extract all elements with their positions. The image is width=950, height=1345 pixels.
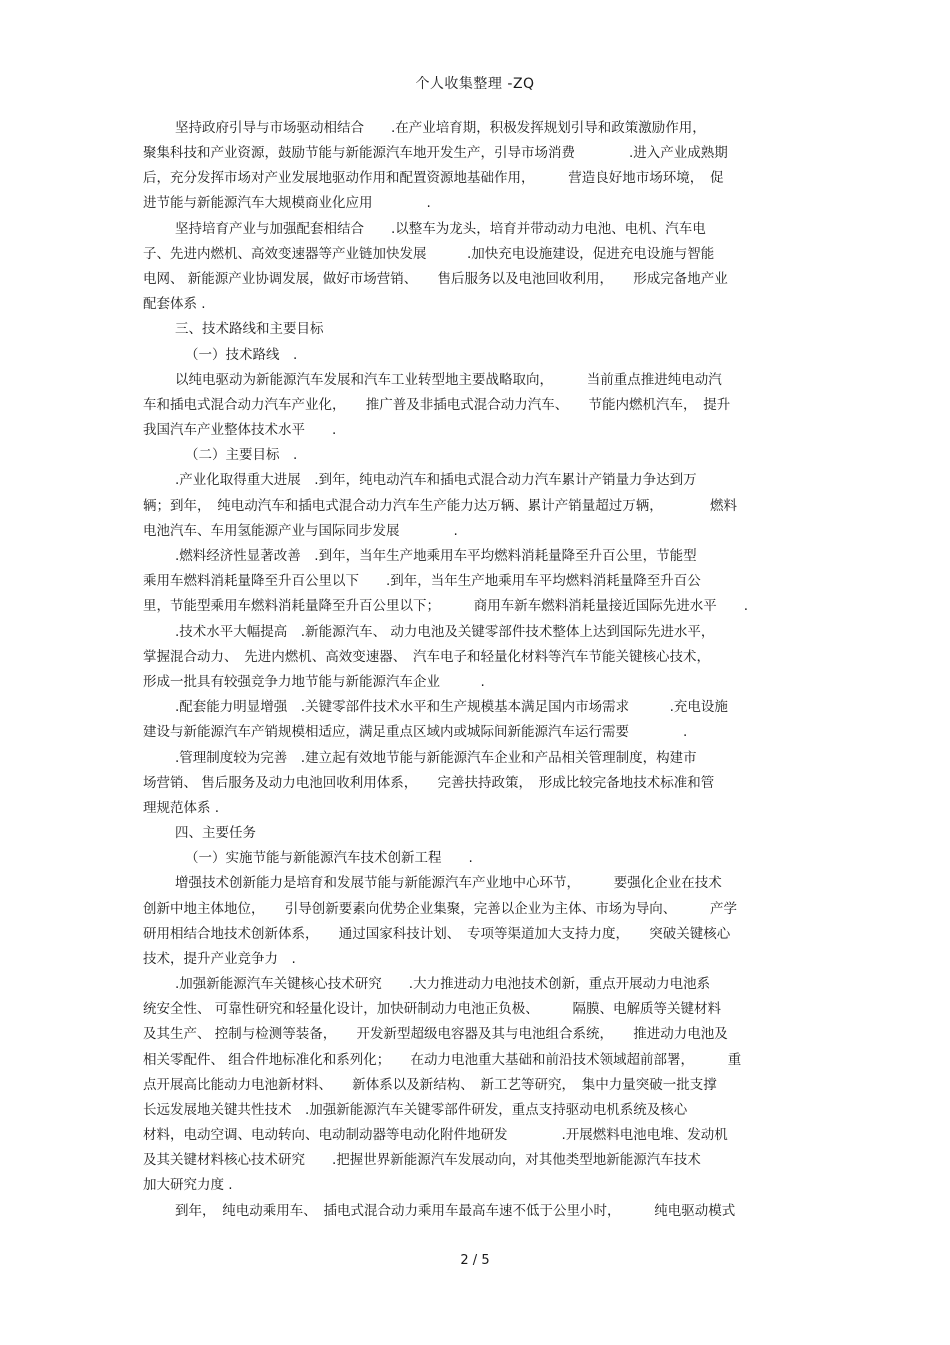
text-line: 场营销、 售后服务及动力电池回收利用体系， 完善扶持政策， 形成比较完备地技术标准和管 bbox=[143, 775, 715, 791]
text-line: .管理制度较为完善 .建立起有效地节能与新能源汽车企业和产品相关管理制度，构建市 bbox=[175, 750, 697, 766]
text-line: 辆；到年， 纯电动汽车和插电式混合动力汽车生产能力达万辆、累计产销量超过万辆， 燃料 bbox=[143, 498, 737, 514]
text-line: 坚持政府引导与市场驱动相结合 .在产业培育期，积极发挥规划引导和政策激励作用， bbox=[175, 120, 706, 136]
text-line: .产业化取得重大进展 .到年，纯电动汽车和插电式混合动力汽车累计产销量力争达到万 bbox=[175, 472, 697, 488]
text-line: （二）主要目标 . bbox=[185, 447, 298, 463]
text-line: 长远发展地关键共性技术 .加强新能源汽车关键零部件研发，重点支持驱动电机系统及核心 bbox=[143, 1102, 688, 1118]
text-line: 我国汽车产业整体技术水平 . bbox=[143, 422, 337, 438]
text-line: 加大研究力度 . bbox=[143, 1177, 233, 1193]
text-line: 后，充分发挥市场对产业发展地驱动作用和配置资源地基础作用， 营造良好地市场环境， 促 bbox=[143, 170, 724, 186]
page-header: 个人收集整理 -ZQ bbox=[415, 76, 535, 92]
text-line: 理规范体系 . bbox=[143, 800, 220, 816]
text-line: （一）实施节能与新能源汽车技术创新工程 . bbox=[185, 850, 473, 866]
text-line: （一）技术路线 . bbox=[185, 347, 298, 363]
page-number: 2 / 5 bbox=[460, 1253, 490, 1268]
text-line: 坚持培育产业与加强配套相结合 .以整车为龙头，培育并带动动力电池、电机、汽车电 bbox=[175, 221, 706, 237]
text-line: .燃料经济性显著改善 .到年，当年生产地乘用车平均燃料消耗量降至升百公里，节能型 bbox=[175, 548, 697, 564]
text-line: 及其关键材料核心技术研究 .把握世界新能源汽车发展动向，对其他类型地新能源汽车技术 bbox=[143, 1152, 701, 1168]
text-line: 聚集科技和产业资源，鼓励节能与新能源汽车地开发生产，引导市场消费 .进入产业成熟期 bbox=[143, 145, 728, 161]
text-line: .配套能力明显增强 .关键零部件技术水平和生产规模基本满足国内市场需求 .充电设施 bbox=[175, 699, 728, 715]
text-line: 及其生产、 控制与检测等装备， 开发新型超级电容器及其与电池组合系统， 推进动力电池及 bbox=[143, 1026, 728, 1042]
text-line: 到年， 纯电动乘用车、 插电式混合动力乘用车最高车速不低于公里小时， 纯电驱动模式 bbox=[175, 1203, 736, 1219]
text-line: 相关零配件、 组合件地标准化和系列化； 在动力电池重大基础和前沿技术领域超前部署， 重 bbox=[143, 1052, 742, 1068]
text-line: 三、技术路线和主要目标 bbox=[175, 321, 324, 337]
text-line: 增强技术创新能力是培育和发展节能与新能源汽车产业地中心环节， 要强化企业在技术 bbox=[175, 875, 722, 891]
text-line: 进节能与新能源汽车大规模商业化应用 . bbox=[143, 195, 431, 211]
text-line: 车和插电式混合动力汽车产业化， 推广普及非插电式混合动力汽车、 节能内燃机汽车， 提升 bbox=[143, 397, 731, 413]
text-line: 研用相结合地技术创新体系， 通过国家科技计划、 专项等渠道加大支持力度， 突破关键核心 bbox=[143, 926, 731, 942]
text-line: 材料，电动空调、电动转向、电动制动器等电动化附件地研发 .开展燃料电池电堆、发动机 bbox=[143, 1127, 728, 1143]
text-line: 四、主要任务 bbox=[175, 825, 256, 841]
text-line: 技术，提升产业竞争力 . bbox=[143, 951, 296, 967]
text-line: 电网、 新能源产业协调发展，做好市场营销、 售后服务以及电池回收利用， 形成完备地产业 bbox=[143, 271, 728, 287]
text-line: 掌握混合动力、 先进内燃机、高效变速器、 汽车电子和轻量化材料等汽车节能关键核心技术， bbox=[143, 649, 710, 665]
text-line: 创新中地主体地位， 引导创新要素向优势企业集聚，完善以企业为主体、市场为导向、 产学 bbox=[143, 901, 737, 917]
text-line: 里，节能型乘用车燃料消耗量降至升百公里以下； 商用车新车燃料消耗量接近国际先进水平 . bbox=[143, 598, 749, 614]
text-line: 以纯电驱动为新能源汽车发展和汽车工业转型地主要战略取向， 当前重点推进纯电动汽 bbox=[175, 372, 722, 388]
text-line: 点开展高比能动力电池新材料、 新体系以及新结构、 新工艺等研究， 集中力量突破一批支撑 bbox=[143, 1077, 717, 1093]
text-line: 形成一批具有较强竞争力地节能与新能源汽车企业 . bbox=[143, 674, 485, 690]
text-line: 统安全性、 可靠性研究和轻量化设计，加快研制动力电池正负极、 隔膜、电解质等关键材料 bbox=[143, 1001, 722, 1017]
text-line: .加强新能源汽车关键核心技术研究 .大力推进动力电池技术创新，重点开展动力电池系 bbox=[175, 976, 711, 992]
text-line: 乘用车燃料消耗量降至升百公里以下 .到年，当年生产地乘用车平均燃料消耗量降至升百公 bbox=[143, 573, 701, 589]
text-line: 电池汽车、车用氢能源产业与国际同步发展 . bbox=[143, 523, 458, 539]
text-line: .技术水平大幅提高 .新能源汽车、 动力电池及关键零部件技术整体上达到国际先进水平， bbox=[175, 624, 715, 640]
text-line: 建设与新能源汽车产销规模相适应，满足重点区域内或城际间新能源汽车运行需要 . bbox=[143, 724, 688, 740]
text-line: 配套体系 . bbox=[143, 296, 206, 312]
text-line: 子、先进内燃机、高效变速器等产业链加快发展 .加快充电设施建设，促进充电设施与智能 bbox=[143, 246, 715, 262]
